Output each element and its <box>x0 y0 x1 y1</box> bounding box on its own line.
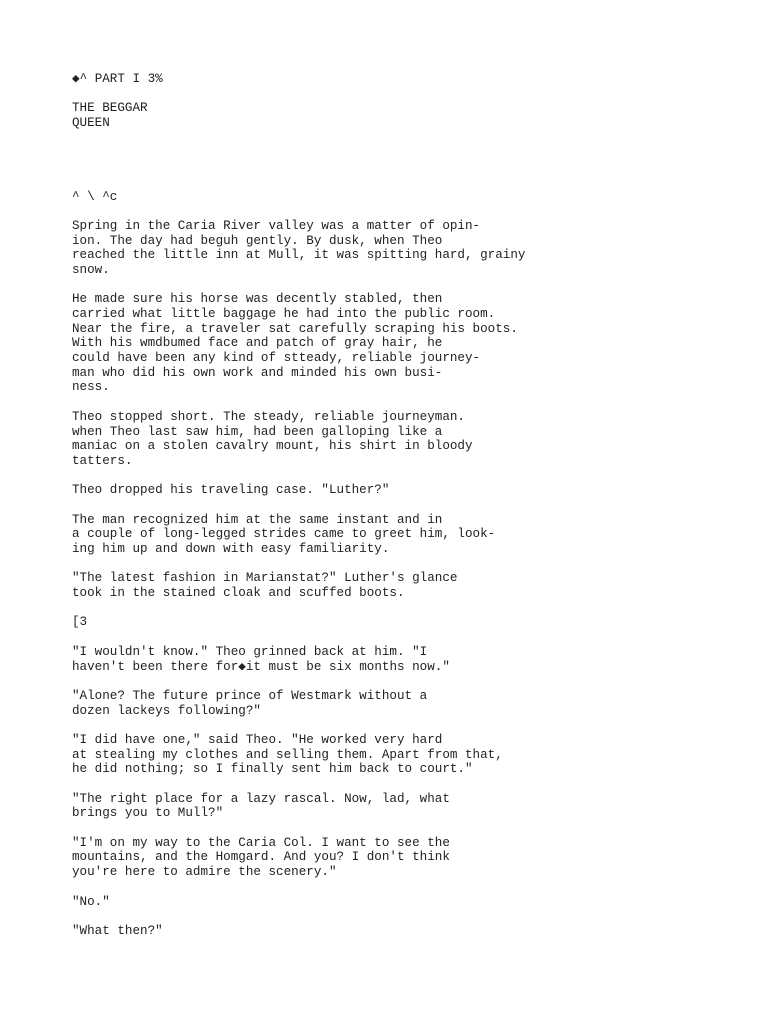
text-line: "What then?" <box>72 923 163 938</box>
text-line: tatters. <box>72 453 133 468</box>
paragraph-spacer <box>72 469 732 484</box>
text-line: "The latest fashion in Marianstat?" Luther's glance <box>72 571 458 586</box>
text-line: dozen lackeys following?" <box>72 703 261 718</box>
ornament-line: ^ \ ^c <box>72 189 118 204</box>
paragraph <box>72 689 732 718</box>
paragraph-spacer <box>72 718 732 733</box>
text-line: Spring in the Caria River valley was a matter of opin- <box>72 218 481 233</box>
text-line: ing him up and down with easy familiarity. <box>72 542 390 557</box>
text-line: he did nothing; so I finally sent him back to court." <box>72 762 473 777</box>
text-line: "The right place for a lazy rascal. Now, lad, what <box>72 791 450 806</box>
paragraph-spacer <box>72 278 732 293</box>
paragraph-spacer <box>72 498 732 513</box>
paragraph <box>72 571 732 600</box>
text-line: ion. The day had beguh gently. By dusk, when Theo <box>72 233 443 248</box>
text-line: The man recognized him at the same instant and in <box>72 512 443 527</box>
paragraph <box>72 924 732 939</box>
text-line: snow. <box>72 262 110 277</box>
text-line: when Theo last saw him, had been galloping like a <box>72 424 443 439</box>
text-line: He made sure his horse was decently stabled, then <box>72 292 443 307</box>
paragraph-spacer <box>72 674 732 689</box>
paragraph-spacer <box>72 880 732 895</box>
spacer <box>72 204 732 219</box>
paragraph <box>72 219 732 278</box>
paragraph <box>72 410 732 469</box>
chapter-title-line-1: THE BEGGAR <box>72 101 148 116</box>
text-line: "I'm on my way to the Caria Col. I want to see the <box>72 835 450 850</box>
text-line: "I did have one," said Theo. "He worked very hard <box>72 732 443 747</box>
text-line: a couple of long-legged strides came to greet him, look- <box>72 527 496 542</box>
paragraph-spacer <box>72 821 732 836</box>
text-line: maniac on a stolen cavalry mount, his shirt in bloody <box>72 439 473 454</box>
text-line: mountains, and the Homgard. And you? I don't think <box>72 850 450 865</box>
paragraph <box>72 513 732 557</box>
text-line: at stealing my clothes and selling them. Apart from that, <box>72 747 503 762</box>
text-line: man who did his own work and minded his own busi- <box>72 365 443 380</box>
spacer <box>72 87 732 102</box>
document-page <box>72 72 732 939</box>
paragraph <box>72 836 732 880</box>
text-line: Theo dropped his traveling case. "Luther?" <box>72 483 390 498</box>
text-line: carried what little baggage he had into the public room. <box>72 307 496 322</box>
paragraph <box>72 792 732 821</box>
paragraph-spacer <box>72 395 732 410</box>
text-line: Theo stopped short. The steady, reliable journeyman. <box>72 409 465 424</box>
paragraph-spacer <box>72 601 732 616</box>
text-line: ness. <box>72 380 110 395</box>
paragraph-spacer <box>72 557 732 572</box>
text-line: "Alone? The future prince of Westmark without a <box>72 688 428 703</box>
paragraph <box>72 483 732 498</box>
text-line: [3 <box>72 615 88 630</box>
text-line: you're here to admire the scenery." <box>72 865 337 880</box>
paragraph <box>72 895 732 910</box>
chapter-title-line-2: QUEEN <box>72 116 110 131</box>
text-line: "No." <box>72 894 110 909</box>
part-heading: ◆^ PART I 3% <box>72 72 163 86</box>
text-line: With his wmdbumed face and patch of gray hair, he <box>72 336 443 351</box>
text-line: "I wouldn't know." Theo grinned back at him. "I <box>72 644 428 659</box>
body-text <box>72 219 732 939</box>
text-line: reached the little inn at Mull, it was spitting hard, grainy <box>72 248 526 263</box>
paragraph-spacer <box>72 909 732 924</box>
paragraph <box>72 645 732 674</box>
text-line: took in the stained cloak and scuffed boots. <box>72 586 405 601</box>
paragraph <box>72 292 732 395</box>
paragraph-spacer <box>72 630 732 645</box>
text-line: could have been any kind of stteady, reliable journey- <box>72 351 481 366</box>
paragraph-spacer <box>72 777 732 792</box>
text-line: brings you to Mull?" <box>72 806 224 821</box>
paragraph <box>72 733 732 777</box>
spacer <box>72 131 732 190</box>
text-line: haven't been there for◆it must be six months now." <box>72 659 450 674</box>
paragraph <box>72 615 732 630</box>
text-line: Near the fire, a traveler sat carefully scraping his boots. <box>72 321 518 336</box>
